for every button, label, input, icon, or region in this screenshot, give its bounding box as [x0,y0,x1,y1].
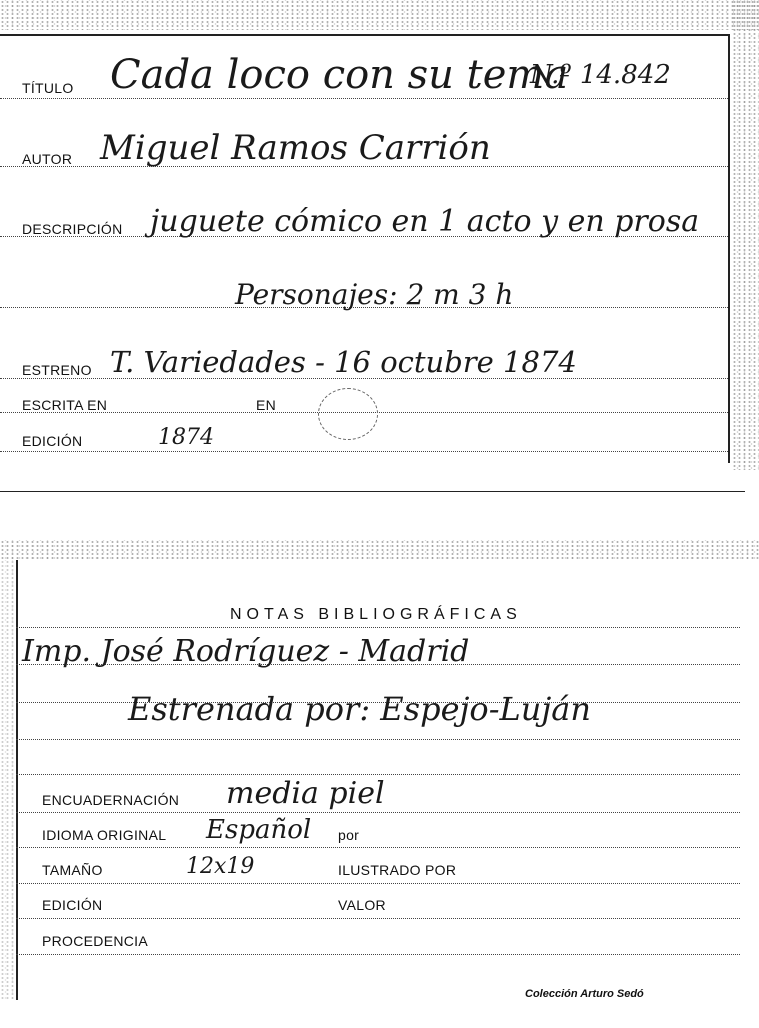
label-idioma-original: IDIOMA ORIGINAL [42,827,167,843]
author-value: Miguel Ramos Carrión [100,128,491,168]
idioma-value: Español [206,815,312,845]
card-rule [16,812,740,813]
label-valor: VALOR [338,897,386,913]
card-rule [16,739,740,740]
label-por: por [338,827,360,843]
card-rule [16,774,740,775]
label-edicion-front: EDICIÓN [22,433,83,449]
card-rule [0,451,728,452]
label-encuadernacion: ENCUADERNACIÓN [42,792,180,808]
collection-credit: Colección Arturo Sedó [525,988,644,1000]
card-rule [16,954,740,955]
scan-noise-left [0,560,14,1000]
description-value: juguete cómico en 1 acto y en prosa [150,204,700,239]
faded-stamp [318,388,378,440]
label-tamano: TAMAÑO [42,862,103,878]
card-separator [0,491,745,492]
label-escrita-en: ESCRITA EN [22,397,108,413]
edicion-value: 1874 [158,425,214,450]
tamano-value: 12x19 [186,854,255,879]
label-descripcion: DESCRIPCIÓN [22,221,123,237]
scan-noise-middle [0,540,759,560]
notes-heading: NOTAS BIBLIOGRÁFICAS [230,606,522,623]
estreno-value: T. Variedades - 16 octubre 1874 [110,345,577,379]
label-titulo: TÍTULO [22,80,74,96]
label-ilustrado-por: ILUSTRADO POR [338,862,457,878]
card-rule [16,883,740,884]
personajes-value: Personajes: 2 m 3 h [235,278,514,311]
card-rule [16,627,740,628]
note-estrenada: Estrenada por: Espejo-Luján [128,690,591,728]
scan-noise-top [0,0,759,30]
title-value: Cada loco con su tema [110,52,569,98]
note-imprenta: Imp. José Rodríguez - Madrid [22,634,470,669]
label-procedencia: PROCEDENCIA [42,933,148,949]
label-autor: AUTOR [22,151,73,167]
label-edicion-back: EDICIÓN [42,897,103,913]
catalog-number: N.º 14.842 [530,60,671,90]
card-rule [16,918,740,919]
label-estreno: ESTRENO [22,362,92,378]
card-rule [16,847,740,848]
encuadernacion-value: media piel [226,776,385,811]
scan-noise-right [732,0,759,470]
label-en: EN [256,397,277,413]
card-rule [0,98,728,99]
